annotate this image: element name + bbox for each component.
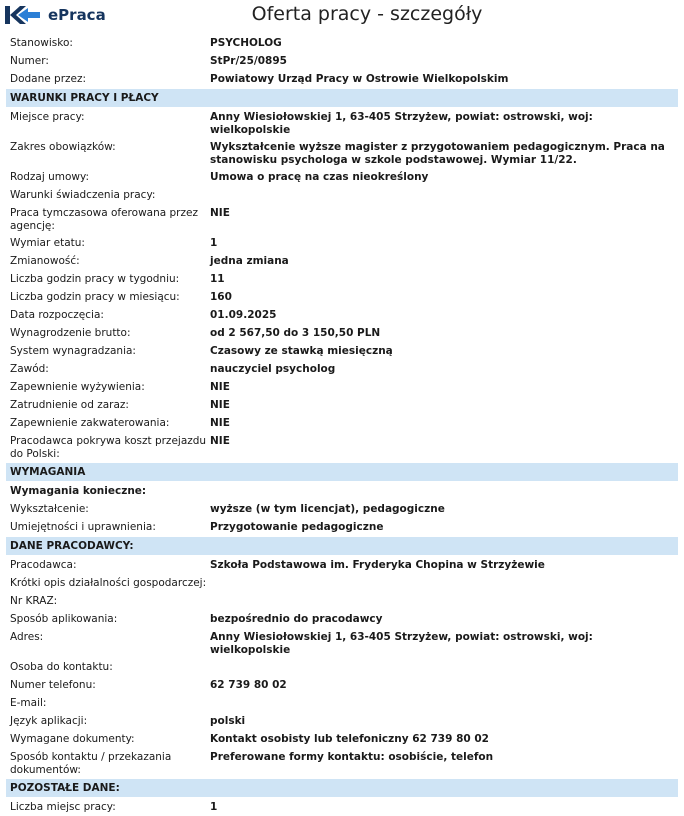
detail-row bbox=[6, 658, 678, 676]
row-label: Wymagane dokumenty: bbox=[10, 733, 135, 745]
offer-details bbox=[0, 34, 684, 816]
row-value: nauczyciel psycholog bbox=[210, 363, 336, 375]
row-label: Liczba miejsc pracy: bbox=[10, 801, 116, 813]
detail-row bbox=[6, 360, 678, 378]
row-label: Zmianowość: bbox=[10, 255, 80, 267]
row-value: PSYCHOLOG bbox=[210, 37, 282, 49]
row-value: NIE bbox=[210, 381, 230, 393]
detail-row bbox=[6, 186, 678, 204]
row-label: Zapewnienie zakwaterowania: bbox=[10, 417, 170, 429]
detail-row bbox=[6, 518, 678, 536]
detail-row bbox=[6, 52, 678, 70]
detail-row bbox=[6, 306, 678, 324]
row-value: NIE bbox=[210, 435, 230, 447]
row-label: Krótki opis działalności gospodarczej: bbox=[10, 577, 207, 589]
row-label: Rodzaj umowy: bbox=[10, 171, 89, 183]
row-label: Stanowisko: bbox=[10, 37, 73, 49]
detail-row bbox=[6, 234, 678, 252]
row-label: Adres: bbox=[10, 631, 44, 643]
detail-row bbox=[6, 252, 678, 270]
detail-row bbox=[6, 70, 678, 88]
row-value: 11 bbox=[210, 273, 225, 285]
row-label: Zapewnienie wyżywienia: bbox=[10, 381, 145, 393]
row-value: Wykształcenie wyższe magister z przygotowaniem pedagogicznym. Praca na stanowisku psychologa w szkole podstawowej. Wymiar 11/22. bbox=[210, 141, 665, 166]
detail-row bbox=[6, 34, 678, 52]
row-value: 01.09.2025 bbox=[210, 309, 277, 321]
row-label: Zakres obowiązków: bbox=[10, 141, 116, 153]
row-value: wyższe (w tym licencjat), pedagogiczne bbox=[210, 503, 445, 515]
detail-row bbox=[6, 610, 678, 628]
row-value: Czasowy ze stawką miesięczną bbox=[210, 345, 393, 357]
row-label: Liczba godzin pracy w tygodniu: bbox=[10, 273, 180, 285]
detail-row bbox=[6, 676, 678, 694]
row-value: polski bbox=[210, 715, 246, 727]
logo-text: ePraca bbox=[48, 6, 106, 24]
page-header bbox=[0, 0, 684, 34]
row-value: Anny Wiesiołowskiej 1, 63-405 Strzyżew, powiat: ostrowski, woj: wielkopolskie bbox=[210, 111, 593, 136]
detail-row bbox=[6, 500, 678, 518]
row-label: E-mail: bbox=[10, 697, 47, 709]
row-value: Kontakt osobisty lub telefoniczny 62 739 80 02 bbox=[210, 733, 489, 745]
detail-row bbox=[6, 108, 678, 138]
row-value: 62 739 80 02 bbox=[210, 679, 287, 691]
detail-row bbox=[6, 168, 678, 186]
section-header-pozostale: POZOSTAŁE DANE: bbox=[6, 779, 678, 797]
row-value: Szkoła Podstawowa im. Fryderyka Chopina w Strzyżewie bbox=[210, 559, 545, 571]
detail-row bbox=[6, 288, 678, 306]
row-label: Numer: bbox=[10, 55, 49, 67]
row-label: Sposób kontaktu / przekazania dokumentów: bbox=[10, 751, 172, 776]
row-value: od 2 567,50 do 3 150,50 PLN bbox=[210, 327, 381, 339]
row-value: bezpośrednio do pracodawcy bbox=[210, 613, 383, 625]
detail-row bbox=[6, 138, 678, 168]
row-value: 160 bbox=[210, 291, 232, 303]
requirements-subheading: Wymagania konieczne: bbox=[10, 485, 147, 497]
detail-row bbox=[6, 396, 678, 414]
detail-row bbox=[6, 270, 678, 288]
detail-row bbox=[6, 556, 678, 574]
detail-row bbox=[6, 414, 678, 432]
row-value: Przygotowanie pedagogiczne bbox=[210, 521, 384, 533]
detail-row bbox=[6, 694, 678, 712]
row-value: Powiatowy Urząd Pracy w Ostrowie Wielkopolskim bbox=[210, 73, 509, 85]
row-value: 1 bbox=[210, 801, 218, 813]
row-label: Wynagrodzenie brutto: bbox=[10, 327, 131, 339]
detail-row bbox=[6, 432, 678, 462]
row-value: NIE bbox=[210, 399, 230, 411]
row-label: Zawód: bbox=[10, 363, 49, 375]
detail-row bbox=[6, 204, 678, 234]
row-label: Sposób aplikowania: bbox=[10, 613, 118, 625]
detail-row bbox=[6, 592, 678, 610]
row-value: Umowa o pracę na czas nieokreślony bbox=[210, 171, 429, 183]
row-label: Warunki świadczenia pracy: bbox=[10, 189, 156, 201]
row-value: NIE bbox=[210, 417, 230, 429]
row-label: Pracodawca: bbox=[10, 559, 77, 571]
row-label: Język aplikacji: bbox=[10, 715, 88, 727]
detail-row bbox=[6, 342, 678, 360]
row-value: Preferowane formy kontaktu: osobiście, telefon bbox=[210, 751, 494, 763]
row-label: Data rozpoczęcia: bbox=[10, 309, 104, 321]
detail-row bbox=[6, 712, 678, 730]
detail-row bbox=[6, 324, 678, 342]
row-value: Anny Wiesiołowskiej 1, 63-405 Strzyżew, powiat: ostrowski, woj: wielkopolskie bbox=[210, 631, 593, 656]
row-label: Wymiar etatu: bbox=[10, 237, 85, 249]
detail-row bbox=[6, 378, 678, 396]
section-header-warunki: WARUNKI PRACY I PŁACY bbox=[6, 89, 678, 107]
section-header-wymagania: WYMAGANIA bbox=[6, 463, 678, 481]
detail-row bbox=[6, 628, 678, 658]
detail-row bbox=[6, 798, 678, 816]
row-label: Nr KRAZ: bbox=[10, 595, 58, 607]
row-value: jedna zmiana bbox=[210, 255, 289, 267]
row-label: Osoba do kontaktu: bbox=[10, 661, 113, 673]
row-label: Pracodawca pokrywa koszt przejazdu do Polski: bbox=[10, 435, 207, 460]
detail-row bbox=[6, 748, 678, 778]
detail-row bbox=[6, 574, 678, 592]
row-value: StPr/25/0895 bbox=[210, 55, 287, 67]
row-label: Umiejętności i uprawnienia: bbox=[10, 521, 156, 533]
row-value: 1 bbox=[210, 237, 218, 249]
row-label: Dodane przez: bbox=[10, 73, 87, 85]
row-label: System wynagradzania: bbox=[10, 345, 136, 357]
section-header-pracodawca: DANE PRACODAWCY: bbox=[6, 537, 678, 555]
row-label: Zatrudnienie od zaraz: bbox=[10, 399, 129, 411]
row-label: Liczba godzin pracy w miesiącu: bbox=[10, 291, 180, 303]
row-label: Numer telefonu: bbox=[10, 679, 96, 691]
page-title: Oferta pracy - szczegóły bbox=[251, 3, 483, 25]
detail-row bbox=[6, 730, 678, 748]
row-label: Praca tymczasowa oferowana przez agencję: bbox=[10, 207, 198, 232]
row-label: Wykształcenie: bbox=[10, 503, 89, 515]
row-label: Miejsce pracy: bbox=[10, 111, 85, 123]
row-value: NIE bbox=[210, 207, 230, 219]
